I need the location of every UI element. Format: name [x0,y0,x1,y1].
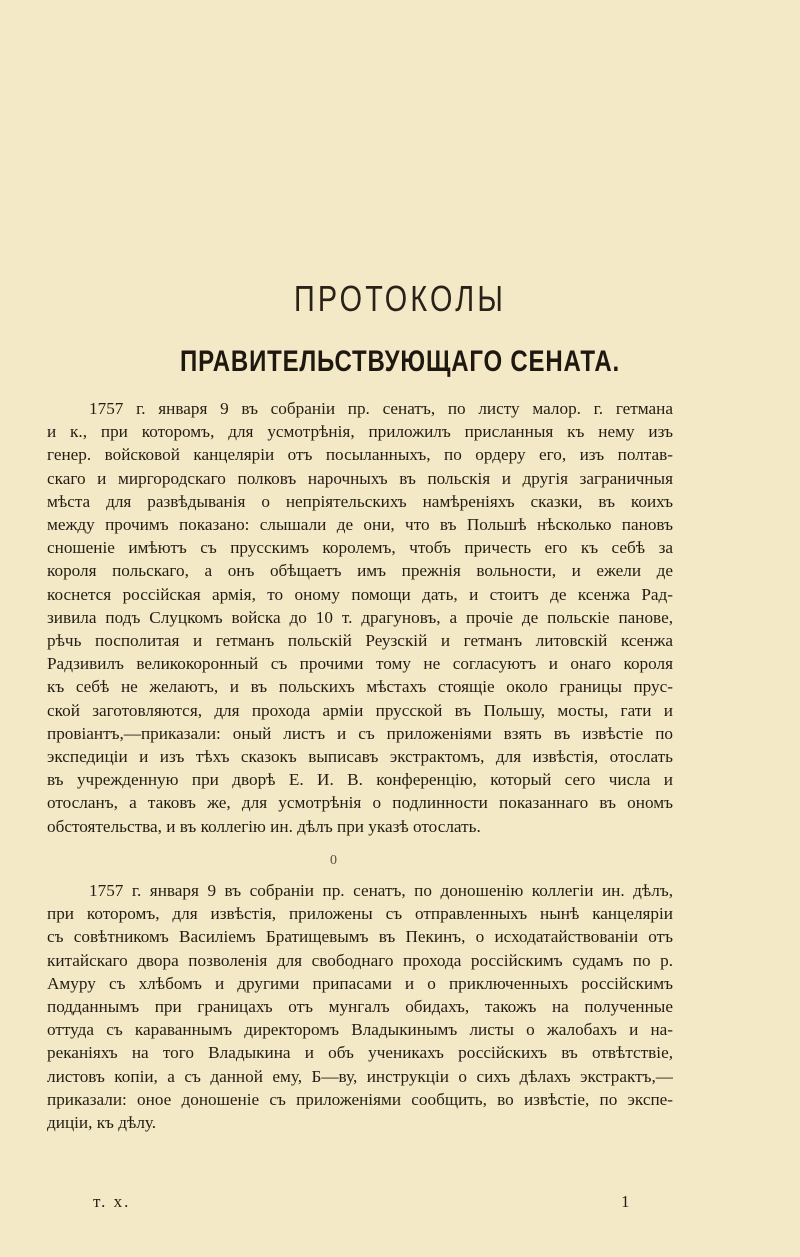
text-line: ской заготовляются, для прохода арміи прусской въ Польшу, мосты, гати и [47,700,673,720]
text-line: Амуру съ хлѣбомъ и другими припасами и о приключенныхъ россійскимъ [47,973,673,993]
document-title: ПРОТОКОЛЫ [293,278,507,319]
text-line: коснется россійская армія, то оному помощи дать, и стоитъ де ксенжа Рад- [47,584,673,604]
text-line: листовъ копіи, а съ данной ему, Б—ву, инструкціи о сихъ дѣлахъ экстрактъ,— [47,1066,673,1086]
text-line: короля польскаго, а онъ обѣщаетъ имъ прежнія вольности, и ежели де [47,561,673,581]
text-line: зивила подъ Слуцкомъ войска до 10 т. драгуновъ, а прочіе де польскіе панове, [47,607,673,627]
volume-signature: т. х. [93,1192,131,1211]
text-line: съ совѣтникомъ Василіемъ Братищевымъ въ Пекинъ, о исходатайствованіи отъ [47,927,673,947]
text-line: приказали: оное доношеніе съ приложеніями сообщить, во извѣстіе, по экспе- [47,1089,673,1109]
text-line: реканіяхъ на того Владыкина и объ ученикахъ россійскихъ въ отвѣтствіе, [47,1043,673,1063]
text-line: въ учрежденную при дворѣ Е. И. В. конференцію, который сего числа и [47,770,673,790]
sheet-number: 1 [621,1192,630,1211]
text-line: генер. войсковой канцеляріи отъ посыланныхъ, по ордеру его, изъ полтав- [47,445,673,465]
text-line: китайскаго двора позволенія для свободнаго прохода россійскимъ судамъ по р. [47,950,673,970]
text-line: оттуда съ караваннымъ директоромъ Владыкинымъ листы о жалобахъ и на- [47,1020,673,1040]
text-line: отосланъ, а таковъ же, для усмотрѣнія о подлинности показаннаго въ ономъ [47,793,673,813]
text-line: рѣчь посполитая и гетманъ польскій Реузскій и гетманъ литовскій ксенжа [47,631,673,651]
text-line: подданнымъ при границахъ отъ мунгалъ обидахъ, такожъ на полученные [47,997,673,1017]
text-line: Радзивилъ великокоронный съ прочими тому не согласуютъ и онаго короля [47,654,673,674]
text-line: къ себѣ не желаютъ, и въ польскихъ мѣстахъ стоящіе около границы прус- [47,677,673,697]
text-line: экспедиціи и изъ тѣхъ сказокъ выписавъ экстрактомъ, для извѣстія, отослать [47,747,673,767]
text-line: 1757 г. января 9 въ собраніи пр. сенатъ, по листу малор. г. гетмана [89,399,673,418]
paragraph-2 [47,879,673,1199]
text-line: между прочимъ показано: слышали де они, что въ Польшѣ нѣсколько пановъ [47,515,673,535]
paragraph-1 [47,397,673,857]
text-line: и к., при которомъ, для усмотрѣнія, приложилъ присланныя къ нему изъ [47,422,673,442]
text-line: 1757 г. января 9 въ собраніи пр. сенатъ, по доношенію коллегіи ин. дѣлъ, [89,881,673,900]
text-line: диціи, къ дѣлу. [47,1113,157,1133]
text-line: провіантъ,—приказали: оный листъ и съ приложеніями взять въ извѣстіе по [47,723,673,743]
marginal-mark: 0 [330,853,337,868]
text-line: скаго и миргородскаго полковъ нарочныхъ въ польскія и другія заграничныя [47,468,673,488]
document-subtitle: ПРАВИТЕЛЬСТВУЮЩАГО СЕНАТА. [180,345,620,378]
text-line: обстоятельства, и въ коллегію ин. дѣлъ при указѣ отослать. [47,816,481,836]
text-line: мѣста для развѣдыванія о непріятельскихъ намѣреніяхъ сказки, въ коихъ [47,491,673,511]
text-line: при которомъ, для извѣстія, приложены съ отправленныхъ нынѣ канцеляріи [47,904,673,924]
text-line: сношеніе имѣютъ съ прусскимъ королемъ, чтобъ причесть его къ себѣ за [47,538,673,558]
